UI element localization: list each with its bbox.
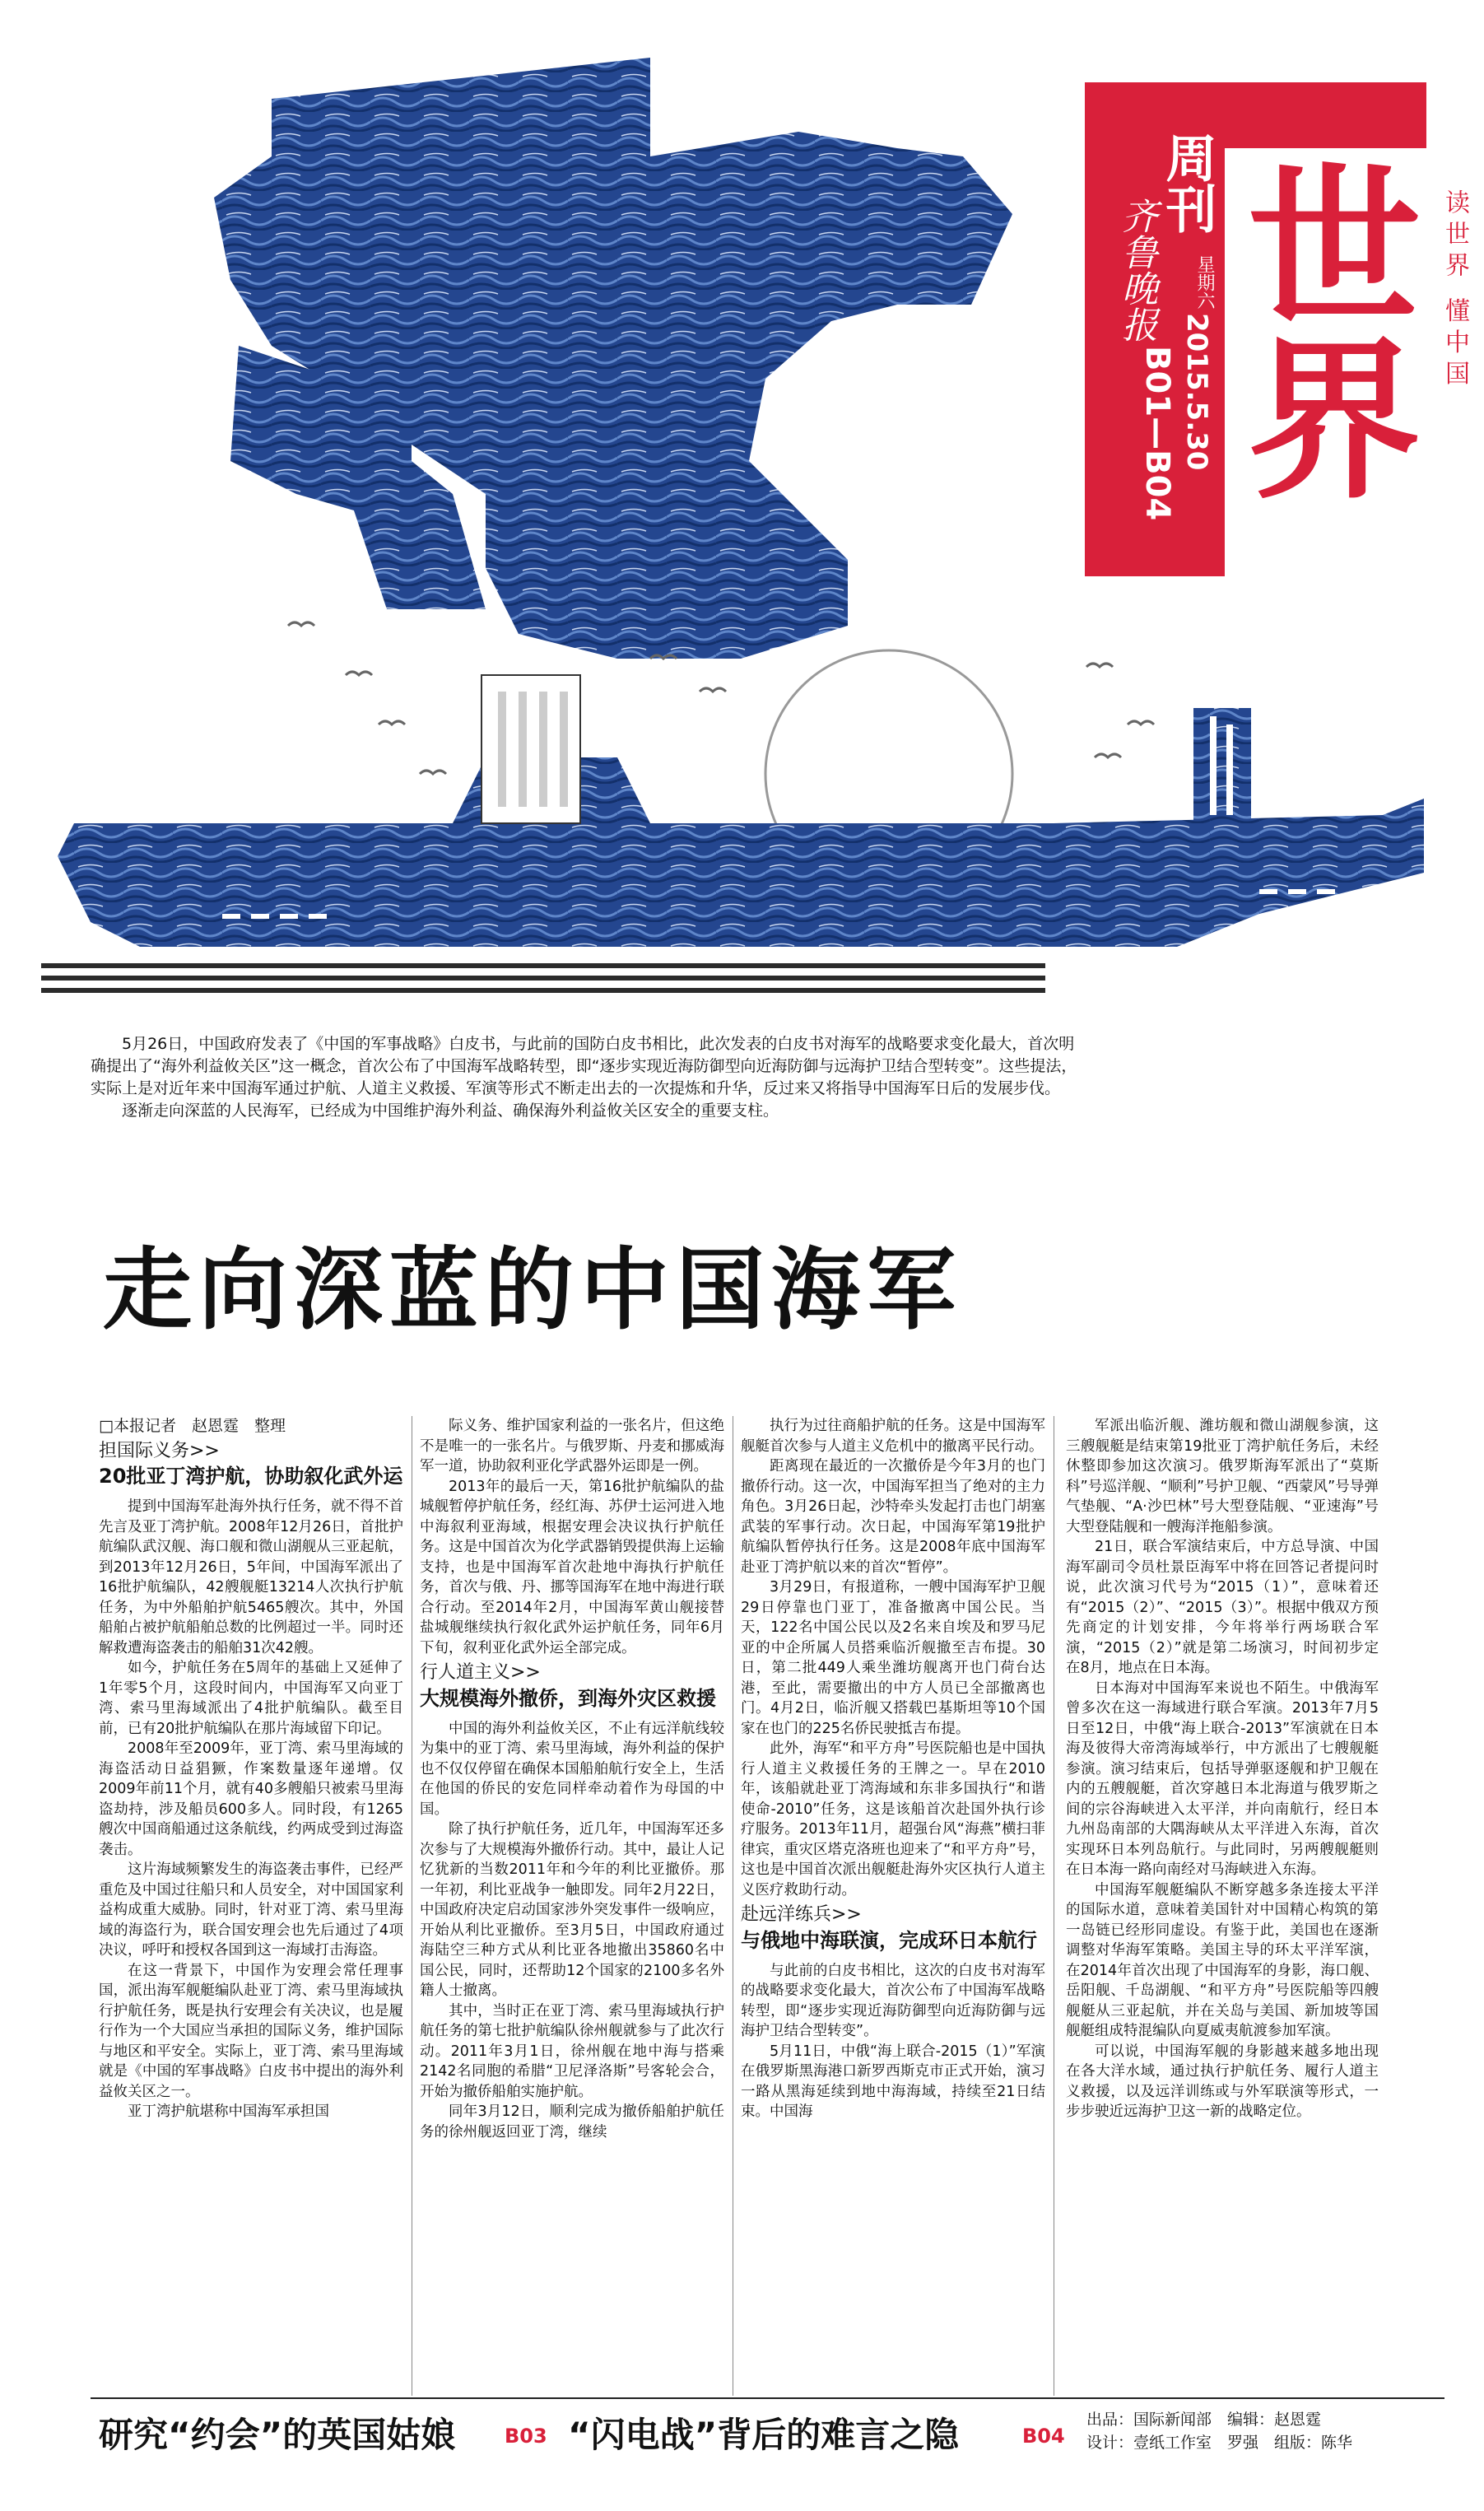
body-paragraph: 如今，护航任务在5周年的基础上又延伸了1年零5个月，这段时间内，中国海军又向亚丁湾、索马里海域派出了4批护航编队。截至目前，已有20批护航编队在那片海域留下印记。 [99, 1660, 403, 1737]
intro-paragraph: 5月26日，中国政府发表了《中国的军事战略》白皮书，与此前的国防白皮书相比，此次发表的白皮书对海军的战略要求变化最大，首次明确提出了“海外利益攸关区”这一概念，首次公布了中国海军战略转型，即“逐步实现近海防御型向近海防御与远海护卫结合型转变”。这些提法，实际上是对近年来中国海军通过护航、人道主义救援、军演等形式不断走出去的一次提炼和升华，反过来又将指导中国海军日后的发展步伐。 [91, 1035, 1077, 1097]
body-paragraph: 亚丁湾护航堪称中国海军承担国 [128, 2103, 329, 2120]
body-paragraph: 这片海域频繁发生的海盗袭击事件，已经严重危及中国过往船只和人员安全，对中国国家利益构成重大威胁。同时，针对亚丁湾、索马里海域的海盗行为，联合国安理会也先后通过了4项决议，呼吁和授权各国到这一海域打击海盗。 [99, 1861, 403, 1959]
body-paragraph: 在这一背景下，中国作为安理会常任理事国，派出海军舰艇编队赴亚丁湾、索马里海域执行护航任务，既是执行安理会有关决议，也是履行作为一个大国应当承担的国际义务，维护国际与地区和平安全。实际上，亚丁湾、索马里海域就是《中国的军事战略》白皮书中提出的海外利益攸关区之一。 [99, 1962, 403, 2100]
body-paragraph: 中国海军舰艇编队不断穿越多条连接太平洋的国际水道，意味着美国针对中国精心构筑的第一岛链已经形同虚设。有鉴于此，美国也在逐渐调整对华海军策略。美国主导的环太平洋军演，在2014年首次出现了中国海军的身影，海口舰、岳阳舰、千岛湖舰、“和平方舟”号医院船等四艘舰艇从三亚起航，并在关岛与美国、新加坡等国舰艇组成特混编队向夏威夷航渡参加军演。 [1066, 1881, 1379, 2039]
intro-paragraph: 逐渐走向深蓝的人民海军，已经成为中国维护海外利益、确保海外利益攸关区安全的重要支柱。 [122, 1102, 779, 1120]
issue-date: 2015.5.30 [1180, 313, 1213, 471]
slogan: 读世界 懂中国 [1440, 189, 1469, 392]
body-paragraph: 与此前的白皮书相比，这次的白皮书对海军的战略要求变化最大，首次公布了中国海军战略转型，即“逐步实现近海防御型向近海防御与远海护卫结合型转变”。 [741, 1962, 1045, 2039]
byline: □本报记者 赵恩霆 整理 [99, 1417, 286, 1435]
body-paragraph: 其中，当时正在亚丁湾、索马里海域执行护航任务的第七批护航编队徐州舰就参与了此次行动。2011年3月1日，徐州舰在地中海与搭乘2142名同胞的希腊“卫尼泽洛斯”号客轮会合，开始为撤侨船舶实施护航。 [420, 2002, 724, 2100]
page-range: B01—B04 [1138, 346, 1176, 521]
body-paragraph: 同年3月12日，顺利完成为撤侨船舶护航任务的徐州舰返回亚丁湾，继续 [420, 2103, 724, 2141]
article-column-4 [1066, 1416, 1379, 2122]
body-paragraph: 军派出临沂舰、潍坊舰和微山湖舰参演，这三艘舰艇是结束第19批亚丁湾护航任务后，未经休整即参加这次演习。俄罗斯海军派出了“莫斯科”号巡洋舰、“顺利”号护卫舰、“西蒙风”号导弹气垫舰、“A·沙巴林”号大型登陆舰、“亚速海”号大型登陆舰和一艘海洋拖船参演。 [1066, 1418, 1379, 1535]
article-column-2 [420, 1416, 724, 2142]
body-paragraph: 中国的海外利益攸关区，不止有远洋航线较为集中的亚丁湾、索马里海域，海外利益的保护也不仅仅停留在确保本国船舶航行安全上，生活在他国的侨民的安危同样牵动着作为母国的中国。 [420, 1720, 724, 1818]
teaser-link-b04[interactable]: “闪电战”背后的难言之隐 [568, 2415, 960, 2455]
body-paragraph: 2013年的最后一天，第16批护航编队的盐城舰暂停护航任务，经红海、苏伊士运河进入地中海叙利亚海域，根据安理会决议执行护航任务。这是中国首次为化学武器销毁提供海上运输支持，也是中国海军首次赴地中海执行护航任务，首次与俄、丹、挪等国海军在地中海进行联合行动。至2014年2月，中国海军黄山舰接替盐城舰继续执行叙化武外运护航任务，同年6月下旬，叙利亚化武外运全部完成。 [420, 1478, 724, 1656]
credit-line: 出品：国际新闻部 编辑：赵恩霆 [1086, 2411, 1322, 2429]
section-tag: 行人道主义>> [420, 1662, 541, 1683]
section-heading: 与俄地中海联演，完成环日本航行 [741, 1928, 1037, 1952]
page-headline: 走向深蓝的中国海军 [103, 1239, 963, 1342]
teaser-link-b03[interactable]: 研究“约会”的英国姑娘 [99, 2415, 456, 2455]
teaser-page-b04: B04 [1022, 2425, 1065, 2448]
article-column-1 [99, 1416, 403, 2122]
body-paragraph: 2008年至2009年，亚丁湾、索马里海域的海盗活动日益猖獗，作案数量逐年递增。仅2009年前11个月，就有40多艘船只被索马里海盗劫持，涉及船员600多人。同时段，有1265艘次中国商船通过这条航线，约两成受到过海盗袭击。 [99, 1740, 403, 1858]
body-paragraph: 执行为过往商船护航的任务。这是中国海军舰艇首次参与人道主义危机中的撤离平民行动。 [741, 1418, 1045, 1455]
weekday: 星期六 [1194, 255, 1215, 310]
body-paragraph: 除了执行护航任务，近几年，中国海军还多次参与了大规模海外撤侨行动。其中，最让人记忆犹新的当数2011年和今年的利比亚撤侨。那一年初，利比亚战争一触即发。同年2月22日，中国政府决定启动国家涉外突发事件一级响应，开始从利比亚撤侨。至3月5日，中国政府通过海陆空三种方式从利比亚各地撤出35860名中国公民，同时，还帮助12个国家的2100多名外籍人士撤离。 [420, 1821, 724, 1999]
column-body [99, 1497, 403, 2122]
section-heading: 20批亚丁湾护航，协助叙化武外运 [99, 1465, 403, 1488]
credit-line: 设计：壹纸工作室 罗强 组版：陈华 [1086, 2434, 1353, 2452]
article-column-3 [741, 1416, 1045, 2122]
body-paragraph: 际义务、维护国家利益的一张名片，但这绝不是唯一的一张名片。与俄罗斯、丹麦和挪威海军一道，协助叙利亚化学武器外运即是一例。 [420, 1418, 724, 1474]
ship-mast [1193, 708, 1251, 840]
section-heading: 大规模海外撤侨，到海外灾区救援 [420, 1686, 716, 1710]
masthead-title: 世界 [1219, 156, 1421, 502]
credits [1086, 2408, 1352, 2454]
body-paragraph: 可以说，中国海军舰的身影越来越多地出现在各大洋水域，通过执行护航任务、履行人道主义救援，以及远洋训练或与外军联演等形式，一步步驶近远海护卫这一新的战略定位。 [1066, 2043, 1379, 2120]
masthead [1085, 33, 1432, 601]
section-tag: 担国际义务>> [99, 1440, 220, 1461]
sailor-silhouette [214, 58, 1012, 659]
body-paragraph: 3月29日，有报道称，一艘中国海军护卫舰29日停靠也门亚丁，准备撤离中国公民。当天，122名中国公民以及2名来自埃及和罗马尼亚的中企所属人员搭乘临沂舰撤至吉布提。30日，第二批449人乘坐潍坊舰离开也门荷台达港，至此，需要撤出的中方人员已全部撤离也门。4月2日，临沂舰又搭载巴基斯坦等10个国家在也门的225名侨民驶抵吉布提。 [741, 1579, 1045, 1737]
intro-text [91, 1033, 1078, 1122]
body-paragraph: 此外，海军“和平方舟”号医院船也是中国执行人道主义救援任务的王牌之一。早在2010年，该船就赴亚丁湾海域和东非多国执行“和谐使命-2010”任务，这是该船首次赴国外执行诊疗服务。2013年11月，超强台风“海燕”横扫菲律宾，重灾区塔克洛班也迎来了“和平方舟”号，这也是中国首次派出舰艇赴海外灾区执行人道主义医疗救助行动。 [741, 1740, 1045, 1898]
body-paragraph: 提到中国海军赴海外执行任务，就不得不首先言及亚丁湾护航。2008年12月26日，首批护航编队武汉舰、海口舰和微山湖舰从三亚起航，到2013年12月26日，5年间，中国海军派出了16批护航编队，42艘舰艇13214人次执行护航任务，为中外船舶护航5465艘次。其中，外国船舶占被护航船舶总数的比例超过一半。同时还解救遭海盗袭击的船舶31次42艘。 [99, 1498, 403, 1656]
weekly-label: 周刊 [1157, 132, 1217, 234]
body-paragraph: 5月11日，中俄“海上联合-2015（1）”军演在俄罗斯黑海港口新罗西斯克市正式开始，演习一路从黑海延续到地中海海域，持续至21日结束。中国海 [741, 2043, 1045, 2120]
body-paragraph: 距离现在最近的一次撤侨是今年3月的也门撤侨行动。这一次，中国海军担当了绝对的主力角色。3月26日起，沙特牵头发起打击也门胡塞武装的军事行动。次日起，中国海军第19批护航编队暂停执行任务。这是2008年底中国海军赴亚丁湾护航以来的首次“暂停”。 [741, 1458, 1045, 1576]
body-paragraph: 21日，联合军演结束后，中方总导演、中国海军副司令员杜景臣海军中将在回答记者提问时说，此次演习代号为“2015（1）”，意味着还有“2015（2）”、“2015（3）”。根据中俄双方预先商定的计划安排，今年将举行两场联合军演，“2015（2）”就是第二场演习，时间初步定在8月，地点在日本海。 [1066, 1539, 1379, 1676]
section-tag: 赴远洋练兵>> [741, 1904, 862, 1925]
paper-name: 齐鲁晚报 [1115, 198, 1157, 342]
body-paragraph: 日本海对中国海军来说也不陌生。中俄海军曾多次在这一海域进行联合军演。2013年7月5日至12日，中俄“海上联合-2013”军演就在日本海及彼得大帝湾海域举行，中方派出了七艘舰艇参演。演习结束后，包括导弹驱逐舰和护卫舰在内的五艘舰艇，首次穿越日本北海道与俄罗斯之间的宗谷海峡进入太平洋，并向南航行，经日本九州岛南部的大隅海峡从太平洋进入东海，首次实现环日本列岛航行。与此同时，另两艘舰艇则在日本海一路向南经对马海峡进入东海。 [1066, 1679, 1379, 1878]
teaser-page-b03: B03 [505, 2425, 547, 2448]
